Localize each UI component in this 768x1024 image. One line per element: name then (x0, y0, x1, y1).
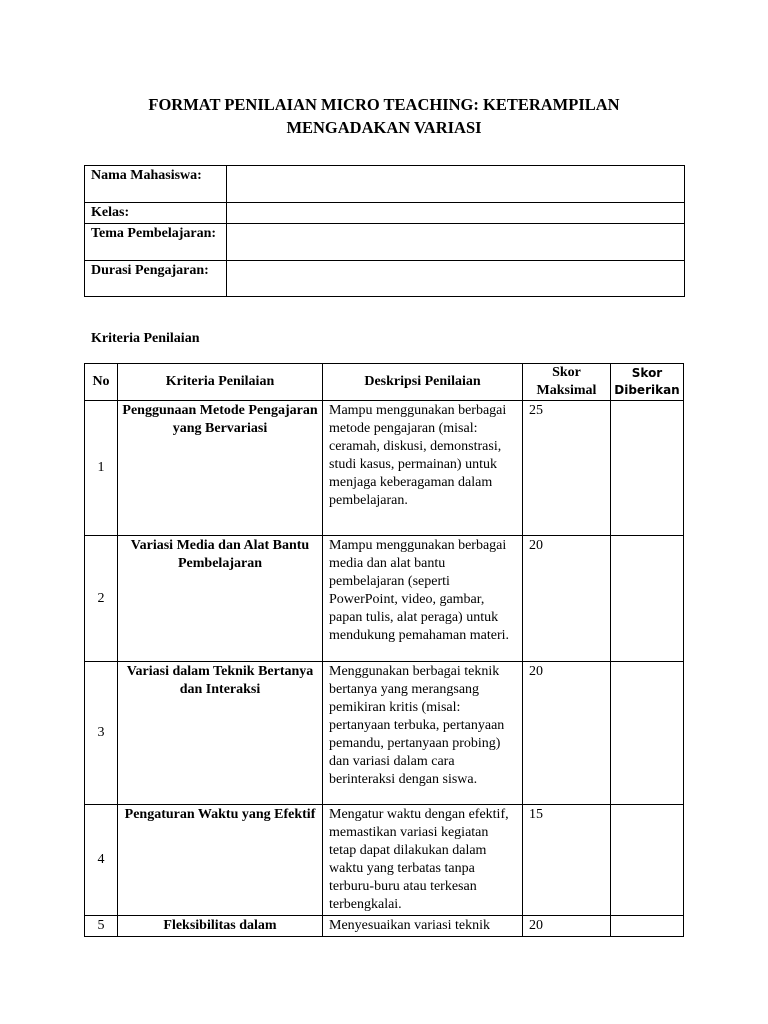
row-max-score: 15 (523, 805, 611, 916)
row-given-score[interactable] (611, 662, 684, 805)
info-label-durasi: Durasi Pengajaran: (85, 261, 227, 297)
info-label-kelas: Kelas: (85, 203, 227, 224)
info-row-tema (85, 224, 685, 261)
criteria-row (85, 662, 684, 805)
row-given-score[interactable] (611, 536, 684, 662)
row-max-score: 20 (523, 916, 611, 937)
title-line-2: MENGADAKAN VARIASI (286, 118, 482, 137)
info-row-durasi (85, 261, 685, 297)
row-criterion: Fleksibilitas dalam (118, 916, 323, 937)
row-criterion: Variasi Media dan Alat Bantu Pembelajaran (118, 536, 323, 662)
title-line-1: FORMAT PENILAIAN MICRO TEACHING: KETERAMPILAN (148, 95, 620, 114)
row-criterion: Variasi dalam Teknik Bertanya dan Interaksi (118, 662, 323, 805)
header-deskripsi: Deskripsi Penilaian (323, 364, 523, 401)
criteria-row (85, 401, 684, 536)
row-number: 5 (85, 916, 118, 937)
row-description: Mampu menggunakan berbagai metode pengajaran (misal: ceramah, diskusi, demonstrasi, studi kasus, permainan) untuk menjaga keberagaman dalam pembelajaran. (323, 401, 523, 536)
row-given-score[interactable] (611, 401, 684, 536)
header-skor-diberikan: Skor Diberikan (611, 364, 684, 401)
criteria-row (85, 536, 684, 662)
document-title (84, 93, 684, 139)
row-number: 4 (85, 805, 118, 916)
row-description: Mengatur waktu dengan efektif, memastikan variasi kegiatan tetap dapat dilakukan dalam waktu yang terbatas tanpa terburu-buru atau terkesan terbengkalai. (323, 805, 523, 916)
row-max-score: 20 (523, 536, 611, 662)
info-label-nama: Nama Mahasiswa: (85, 166, 227, 203)
info-value-kelas[interactable] (227, 203, 685, 224)
row-criterion: Pengaturan Waktu yang Efektif (118, 805, 323, 916)
row-criterion: Penggunaan Metode Pengajaran yang Bervariasi (118, 401, 323, 536)
row-description: Menggunakan berbagai teknik bertanya yang merangsang pemikiran kritis (misal: pertanyaan terbuka, pertanyaan pemandu, pertanyaan probing) dan variasi dalam cara berinteraksi dengan siswa. (323, 662, 523, 805)
header-no: No (85, 364, 118, 401)
section-title: Kriteria Penilaian (91, 331, 200, 346)
row-given-score[interactable] (611, 805, 684, 916)
info-value-tema[interactable] (227, 224, 685, 261)
row-max-score: 20 (523, 662, 611, 805)
criteria-row (85, 805, 684, 916)
info-row-nama (85, 166, 685, 203)
row-number: 3 (85, 662, 118, 805)
row-description: Menyesuaikan variasi teknik (323, 916, 523, 937)
row-given-score[interactable] (611, 916, 684, 937)
criteria-row (85, 916, 684, 937)
row-description: Mampu menggunakan berbagai media dan alat bantu pembelajaran (seperti PowerPoint, video, gambar, papan tulis, alat peraga) untuk mendukung pemahaman materi. (323, 536, 523, 662)
info-value-nama[interactable] (227, 166, 685, 203)
criteria-header-row (85, 364, 684, 401)
info-row-kelas (85, 203, 685, 224)
row-number: 1 (85, 401, 118, 536)
criteria-table (84, 363, 684, 937)
header-skor-maksimal: Skor Maksimal (523, 364, 611, 401)
header-kriteria: Kriteria Penilaian (118, 364, 323, 401)
info-value-durasi[interactable] (227, 261, 685, 297)
student-info-table (84, 165, 685, 297)
info-label-tema: Tema Pembelajaran: (85, 224, 227, 261)
row-number: 2 (85, 536, 118, 662)
row-max-score: 25 (523, 401, 611, 536)
